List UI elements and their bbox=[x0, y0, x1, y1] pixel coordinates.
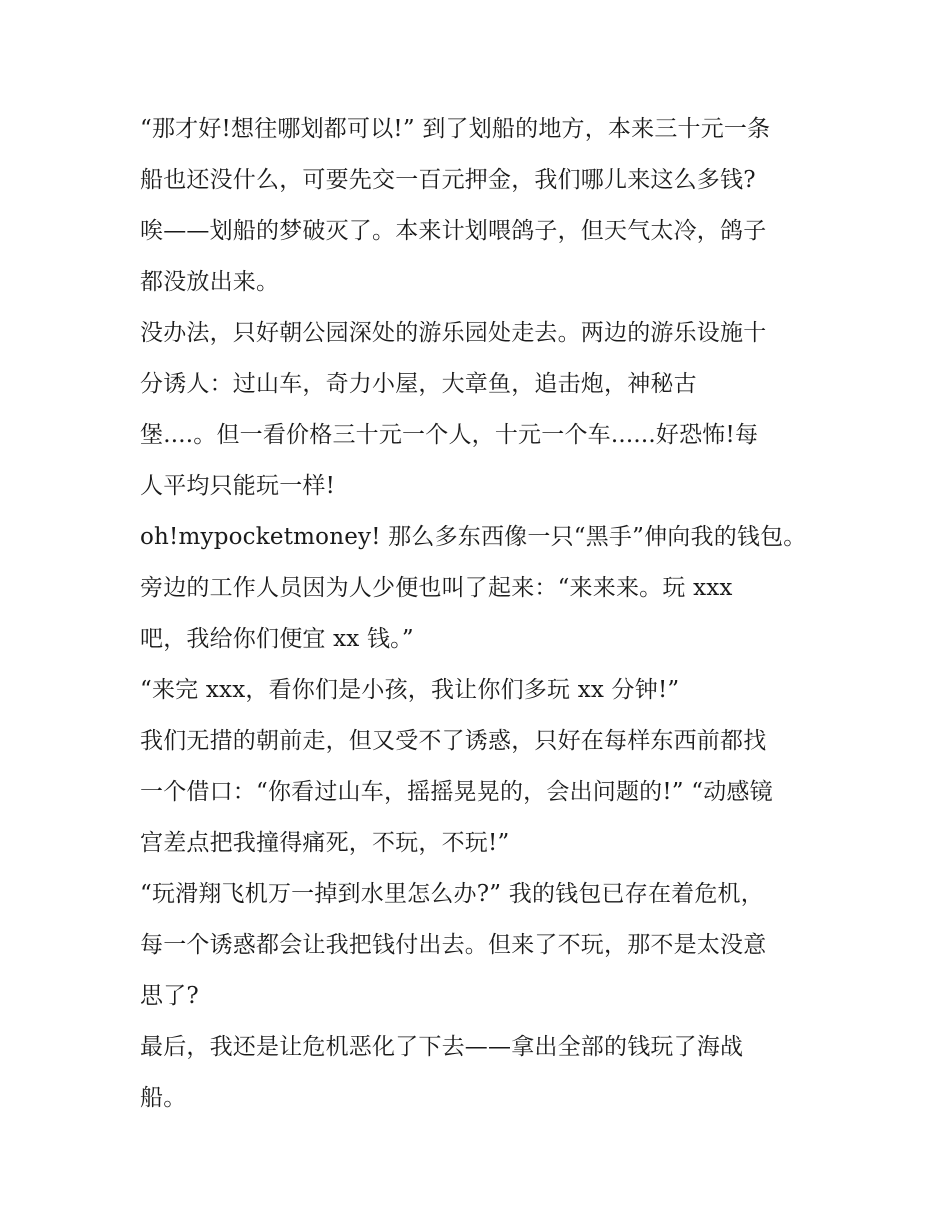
text-line: “来完 xxx，看你们是小孩，我让你们多玩 xx 分钟!” bbox=[140, 677, 680, 703]
text-line: 每一个诱惑都会让我把钱付出去。但来了不玩，那不是太没意 bbox=[140, 932, 767, 958]
text-line: “玩滑翔飞机万一掉到水里怎么办?” 我的钱包已存在着危机， bbox=[140, 881, 764, 907]
text-line: 船也还没什么，可要先交一百元押金，我们哪儿来这么多钱? bbox=[140, 167, 756, 193]
text-line: 堡....。但一看价格三十元一个人，十元一个车......好恐怖!每 bbox=[140, 422, 759, 448]
text-line: oh!mypocketmoney! 那么多东西像一只“黑手”伸向我的钱包。 bbox=[140, 524, 807, 550]
text-line: 唉——划船的梦破灭了。本来计划喂鸽子，但天气太冷，鸽子 bbox=[140, 218, 767, 244]
text-line: 一个借口：“你看过山车，摇摇晃晃的，会出问题的!” “动感镜 bbox=[140, 779, 773, 805]
text-line: 旁边的工作人员因为人少便也叫了起来：“来来来。玩 xxx bbox=[140, 575, 733, 601]
text-line: “那才好!想往哪划都可以!” 到了划船的地方，本来三十元一条 bbox=[140, 116, 771, 142]
text-line: 吧，我给你们便宜 xx 钱。” bbox=[140, 626, 414, 652]
document-body bbox=[140, 104, 820, 1124]
text-line: 思了? bbox=[140, 983, 199, 1009]
text-line: 船。 bbox=[140, 1085, 187, 1111]
text-line: 宫差点把我撞得痛死，不玩，不玩!” bbox=[140, 830, 510, 856]
text-line: 没办法，只好朝公园深处的游乐园处走去。两边的游乐设施十 bbox=[140, 320, 767, 346]
text-line: 人平均只能玩一样! bbox=[140, 473, 336, 499]
text-line: 最后，我还是让危机恶化了下去——拿出全部的钱玩了海战 bbox=[140, 1034, 744, 1060]
text-line: 我们无措的朝前走，但又受不了诱惑，只好在每样东西前都找 bbox=[140, 728, 767, 754]
text-line: 都没放出来。 bbox=[140, 269, 280, 295]
text-line: 分诱人：过山车，奇力小屋，大章鱼，追击炮，神秘古 bbox=[140, 371, 697, 397]
